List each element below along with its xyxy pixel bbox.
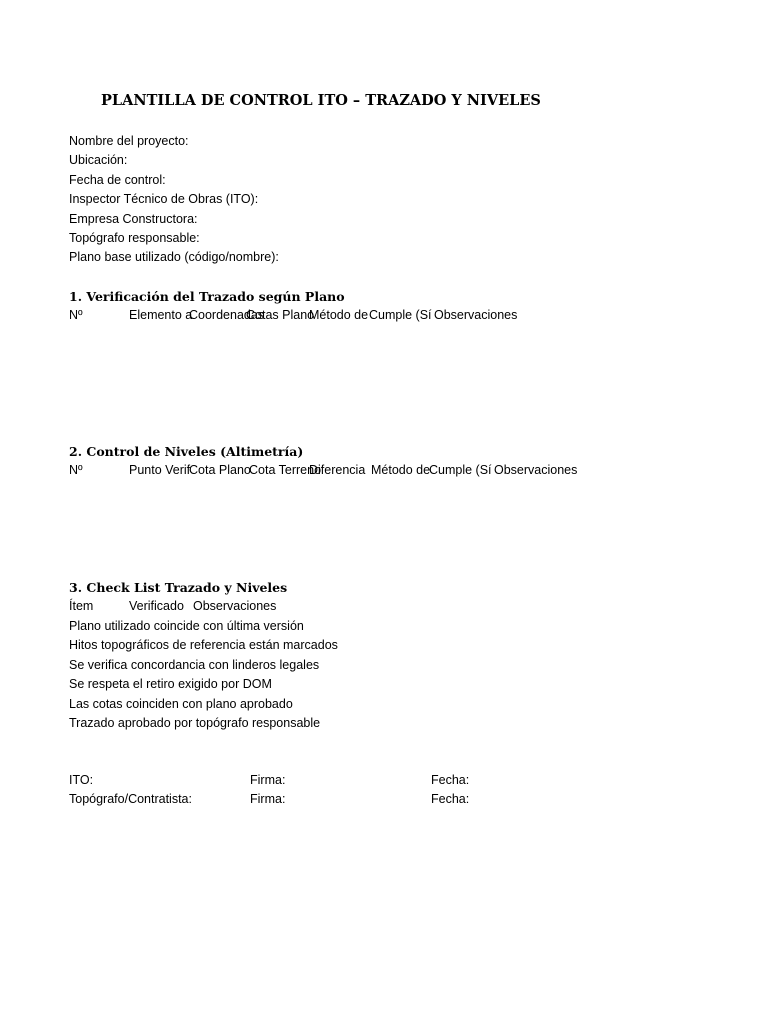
- section1-col-element: Elemento a: [129, 308, 193, 322]
- section2-col-verified-point: Punto Verif: [129, 463, 191, 477]
- section1-title: 1. Verificación del Trazado según Plano: [69, 289, 345, 304]
- info-surveyor: Topógrafo responsable:: [69, 230, 200, 245]
- info-location: Ubicación:: [69, 153, 128, 168]
- section2-col-method: Método de: [371, 463, 431, 477]
- section2-title: 2. Control de Niveles (Altimetría): [69, 444, 304, 459]
- section1-header-row: [69, 306, 689, 325]
- signature-row-ito: [69, 771, 569, 790]
- info-project-name: Nombre del proyecto:: [69, 134, 189, 148]
- project-info-list: [69, 132, 279, 268]
- section2-col-difference: Diferencia: [309, 463, 366, 477]
- section3-col-observations: Observaciones: [193, 599, 277, 613]
- section1-col-number: Nº: [69, 308, 83, 322]
- checklist-item: Las cotas coinciden con plano aprobado: [69, 696, 293, 711]
- signature-firma-label: Firma:: [250, 773, 286, 787]
- signature-fecha-label: Fecha:: [431, 792, 470, 806]
- signature-role: Topógrafo/Contratista:: [69, 792, 192, 806]
- section2-col-number: Nº: [69, 463, 83, 477]
- checklist-item: Trazado aprobado por topógrafo responsable: [69, 715, 321, 730]
- section1-col-method: Método de: [309, 308, 369, 322]
- section3-col-item: Ítem: [69, 599, 94, 613]
- info-base-plan: Plano base utilizado (código/nombre):: [69, 250, 279, 265]
- info-control-date: Fecha de control:: [69, 172, 166, 187]
- signature-role: ITO:: [69, 773, 94, 787]
- section2-col-plan-level: Cota Plano: [189, 463, 251, 477]
- section1-col-plan-levels: Cotas Plano: [246, 308, 315, 322]
- section2-col-observations: Observaciones: [494, 463, 578, 477]
- checklist-item: Plano utilizado coincide con última versión: [69, 619, 304, 633]
- signature-firma-label: Firma:: [250, 792, 286, 806]
- document-title: PLANTILLA DE CONTROL ITO – TRAZADO Y NIVELES: [101, 92, 541, 109]
- signature-fecha-label: Fecha:: [431, 773, 470, 787]
- section3-header-row: [69, 597, 689, 616]
- section3-title: 3. Check List Trazado y Niveles: [69, 580, 288, 595]
- checklist: [69, 617, 338, 733]
- info-inspector: Inspector Técnico de Obras (ITO):: [69, 192, 259, 207]
- checklist-item: Se respeta el retiro exigido por DOM: [69, 677, 272, 692]
- info-construction-company: Empresa Constructora:: [69, 211, 198, 226]
- section1-col-observations: Observaciones: [434, 308, 518, 322]
- checklist-item: Se verifica concordancia con linderos legales: [69, 657, 320, 672]
- section2-header-row: [69, 461, 689, 480]
- section1-col-coordinates: Coordenadas: [189, 308, 265, 322]
- checklist-item: Hitos topográficos de referencia están marcados: [69, 638, 338, 653]
- section3-col-verified: Verificado: [129, 599, 184, 613]
- section1-col-complies: Cumple (Sí: [369, 308, 432, 322]
- signature-row-surveyor: [69, 790, 569, 809]
- section2-col-complies: Cumple (Sí: [429, 463, 492, 477]
- section2-col-ground-level: Cota Terreno: [249, 463, 322, 477]
